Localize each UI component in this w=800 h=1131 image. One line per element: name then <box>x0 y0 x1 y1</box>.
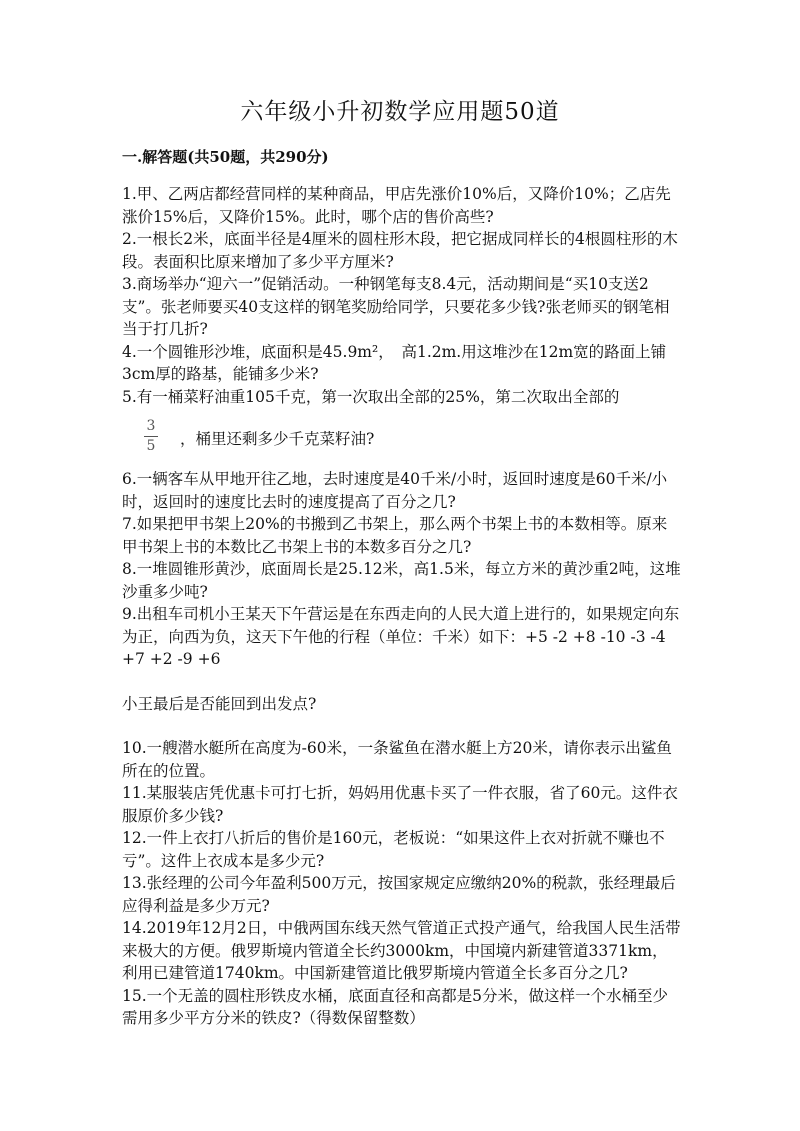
question-6: 6.一辆客车从甲地开往乙地，去时速度是40千米/小时，返回时速度是60千米/小时，返回时的速度比去时的速度提高了百分之几? <box>122 470 668 511</box>
question-9-part1: 9.出租车司机小王某天下午营运是在东西走向的人民大道上进行的，如果规定向东为正，向西为负，这天下午他的行程（单位：千米）如下：+5 -2 +8 -10 -3 -4 +7 +2 -9 +6 <box>122 605 680 668</box>
question-7: 7.如果把甲书架上20%的书搬到乙书架上，那么两个书架上书的本数相等。原来甲书架上书的本数比乙书架上书的本数多百分之几? <box>122 515 668 556</box>
question-10: 10.一艘潜水艇所在高度为-60米，一条鲨鱼在潜水艇上方20米，请你表示出鲨鱼所在的位置。 <box>122 739 672 780</box>
fraction-bar <box>144 436 158 437</box>
question-8: 8.一堆圆锥形黄沙，底面周长是25.12米，高1.5米，每立方米的黄沙重2吨，这堆沙重多少吨? <box>122 560 681 601</box>
question-4: 4.一个圆锥形沙堆，底面积是45.9m²， 高1.2m.用这堆沙在12m宽的路面上铺3cm厚的路基，能铺多少米? <box>122 342 667 383</box>
spacer <box>122 715 682 737</box>
fraction-numerator: 3 <box>146 418 156 434</box>
question-11: 11.某服装店凭优惠卡可打七折，妈妈用优惠卡买了一件衣服，省了60元。这件衣服原价多少钱? <box>122 784 678 825</box>
question-3: 3.商场举办“迎六一”促销活动。一种钢笔每支8.4元，活动期间是“买10支送2支”。张老师要买40支这样的钢笔奖励给同学，只要花多少钱?张老师买的钢笔相当于打几折? <box>122 275 670 338</box>
question-15: 15.一个无盖的圆柱形铁皮水桶，底面直径和高都是5分米，做这样一个水桶至少需用多少平方分米的铁皮?（得数保留整数） <box>122 986 669 1027</box>
question-5-part2: ，桶里还剩多少千克菜籽油? <box>180 430 375 448</box>
question-list <box>122 183 682 1030</box>
question-14: 14.2019年12月2日，中俄两国东线天然气管道正式投产通气，给我国人民生活带来极大的方便。俄罗斯境内管道全长约3000km，中国境内新建管道3371km，利用已建管道1740km。中国新建管道比俄罗斯境内管道全长多百分之几? <box>122 919 681 982</box>
fraction-denominator: 5 <box>146 438 156 454</box>
question-5-fraction-line <box>122 408 682 468</box>
fraction <box>142 418 160 455</box>
section-heading: 一.解答题(共50题，共290分) <box>122 148 329 166</box>
question-12: 12.一件上衣打八折后的售价是160元，老板说：“如果这件上衣对折就不赚也不亏”。这件上衣成本是多少元? <box>122 829 665 870</box>
page-title: 六年级小升初数学应用题50道 <box>240 99 560 125</box>
spacer <box>122 671 682 693</box>
question-9-part2: 小王最后是否能回到出发点? <box>122 694 317 713</box>
question-13: 13.张经理的公司今年盈利500万元，按国家规定应缴纳20%的税款，张经理最后应得利益是多少万元? <box>122 874 676 915</box>
question-1: 1.甲、乙两店都经营同样的某种商品，甲店先涨价10%后，又降价10%；乙店先涨价15%后，又降价15%。此时，哪个店的售价高些? <box>122 185 671 226</box>
question-2: 2.一根长2米，底面半径是4厘米的圆柱形木段，把它据成同样长的4根圆柱形的木段。表面积比原来增加了多少平方厘米? <box>122 230 678 271</box>
question-5-part1: 5.有一桶菜籽油重105千克，第一次取出全部的25%，第二次取出全部的 <box>122 387 620 406</box>
